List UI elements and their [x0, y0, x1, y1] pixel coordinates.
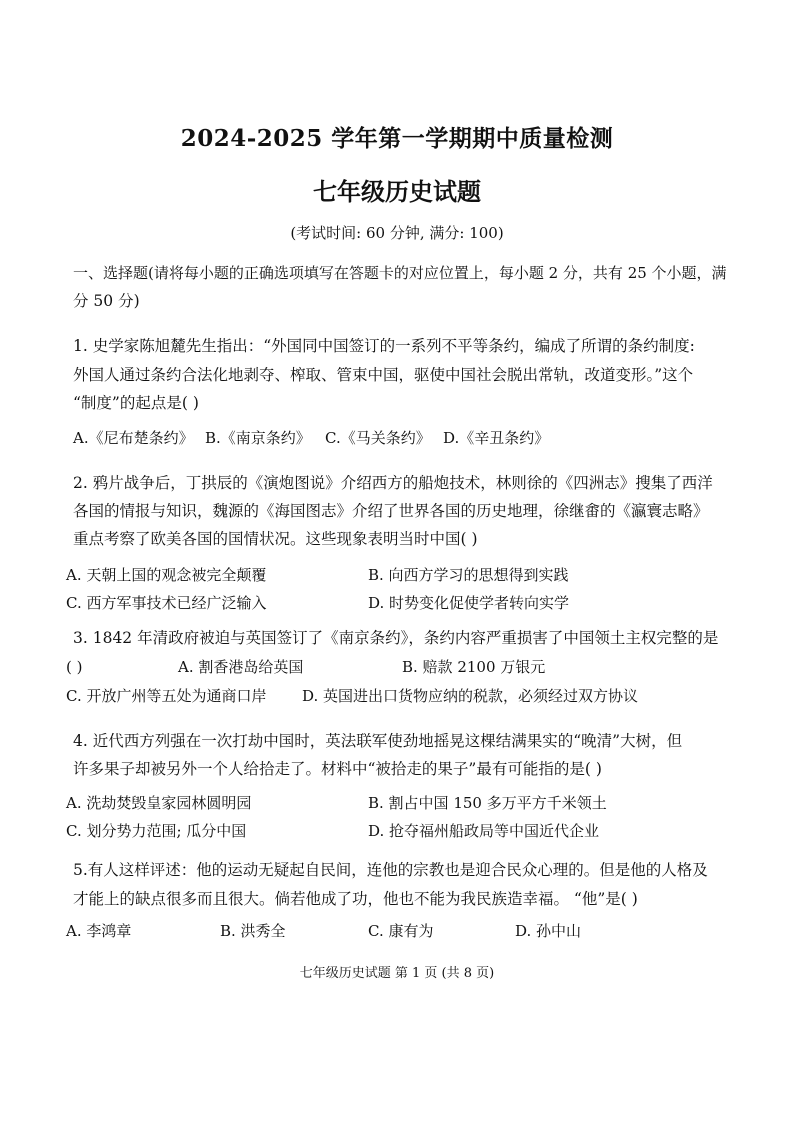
question-2-option-a: A. 天朝上国的观念被完全颠覆	[66, 566, 267, 584]
section-instruction: 一、选择题(请将每小题的正确选项填写在答题卡的对应位置上，每小题 2 分，共有 25 个小题，满	[73, 264, 727, 282]
question-4-text: 许多果子却被另外一个人给拾走了。材料中“被拾走的果子”最有可能指的是( )	[73, 760, 602, 778]
exam-title: 2024-2025 学年第一学期期中质量检测	[180, 125, 614, 152]
question-4-option-a: A. 洗劫焚毁皇家园林圆明园	[66, 794, 252, 812]
question-5-option-b: B. 洪秀全	[220, 922, 286, 940]
question-4-option-c: C. 划分势力范围; 瓜分中国	[66, 822, 247, 840]
page-footer: 七年级历史试题 第 1 页 (共 8 页)	[299, 966, 495, 981]
question-2-option-c: C. 西方军事技术已经广泛输入	[66, 594, 267, 612]
question-3-option-b: B. 赔款 2100 万银元	[402, 658, 546, 676]
exam-subtitle: 七年级历史试题	[313, 177, 481, 206]
question-2-text: 各国的情报与知识，魏源的《海国图志》介绍了世界各国的历史地理，徐继畬的《瀛寰志略》	[73, 502, 709, 520]
question-1-text: 1. 史学家陈旭麓先生指出：“外国同中国签订的一系列不平等条约，编成了所谓的条约制度:	[73, 337, 695, 355]
question-2-text: 2. 鸦片战争后，丁拱辰的《演炮图说》介绍西方的船炮技术，林则徐的《四洲志》搜集了西洋	[73, 474, 713, 492]
question-1-option-b: B.《南京条约》	[205, 429, 311, 447]
question-1-option-c: C.《马关条约》	[325, 429, 431, 447]
question-2-text: 重点考察了欧美各国的国情状况。这些现象表明当时中国( )	[73, 530, 478, 548]
question-2-option-d: D. 时势变化促使学者转向实学	[368, 594, 570, 612]
question-5-option-c: C. 康有为	[368, 922, 434, 940]
question-3-option-c: C. 开放广州等五处为通商口岸	[66, 687, 267, 705]
question-2-option-b: B. 向西方学习的思想得到实践	[368, 566, 569, 584]
question-1-option-d: D.《辛丑条约》	[443, 429, 550, 447]
question-5-text: 才能上的缺点很多而且很大。倘若他成了功，他也不能为我民族造幸福。 “他”是( )	[73, 890, 638, 908]
question-1-option-a: A.《尼布楚条约》	[73, 429, 194, 447]
question-3-text: 3. 1842 年清政府被迫与英国签订了《南京条约》，条约内容严重损害了中国领土主权完整的是	[73, 629, 719, 647]
question-3-option-d: D. 英国进出口货物应纳的税款，必须经过双方协议	[302, 687, 639, 705]
exam-info: (考试时间: 60 分钟, 满分: 100)	[290, 224, 504, 242]
question-1-text: “制度”的起点是( )	[73, 394, 199, 412]
question-3-option-a: A. 割香港岛给英国	[178, 658, 304, 676]
question-5-option-a: A. 李鸿章	[66, 922, 132, 940]
question-5-option-d: D. 孙中山	[515, 922, 582, 940]
question-4-option-b: B. 割占中国 150 多万平方千米领土	[368, 794, 607, 812]
section-instruction-cont: 分 50 分)	[73, 292, 140, 310]
question-4-option-d: D. 抢夺福州船政局等中国近代企业	[368, 822, 600, 840]
question-4-text: 4. 近代西方列强在一次打劫中国时，英法联军使劲地摇晃这棵结满果实的“晚清”大树，但	[73, 732, 683, 750]
question-3-answer-blank: ( )	[66, 658, 83, 676]
question-5-text: 5.有人这样评述：他的运动无疑起自民间，连他的宗教也是迎合民众心理的。但是他的人格及	[73, 861, 708, 879]
question-1-text: 外国人通过条约合法化地剥夺、榨取、管束中国，驱使中国社会脱出常轨，改道变形。”这个	[73, 366, 694, 384]
